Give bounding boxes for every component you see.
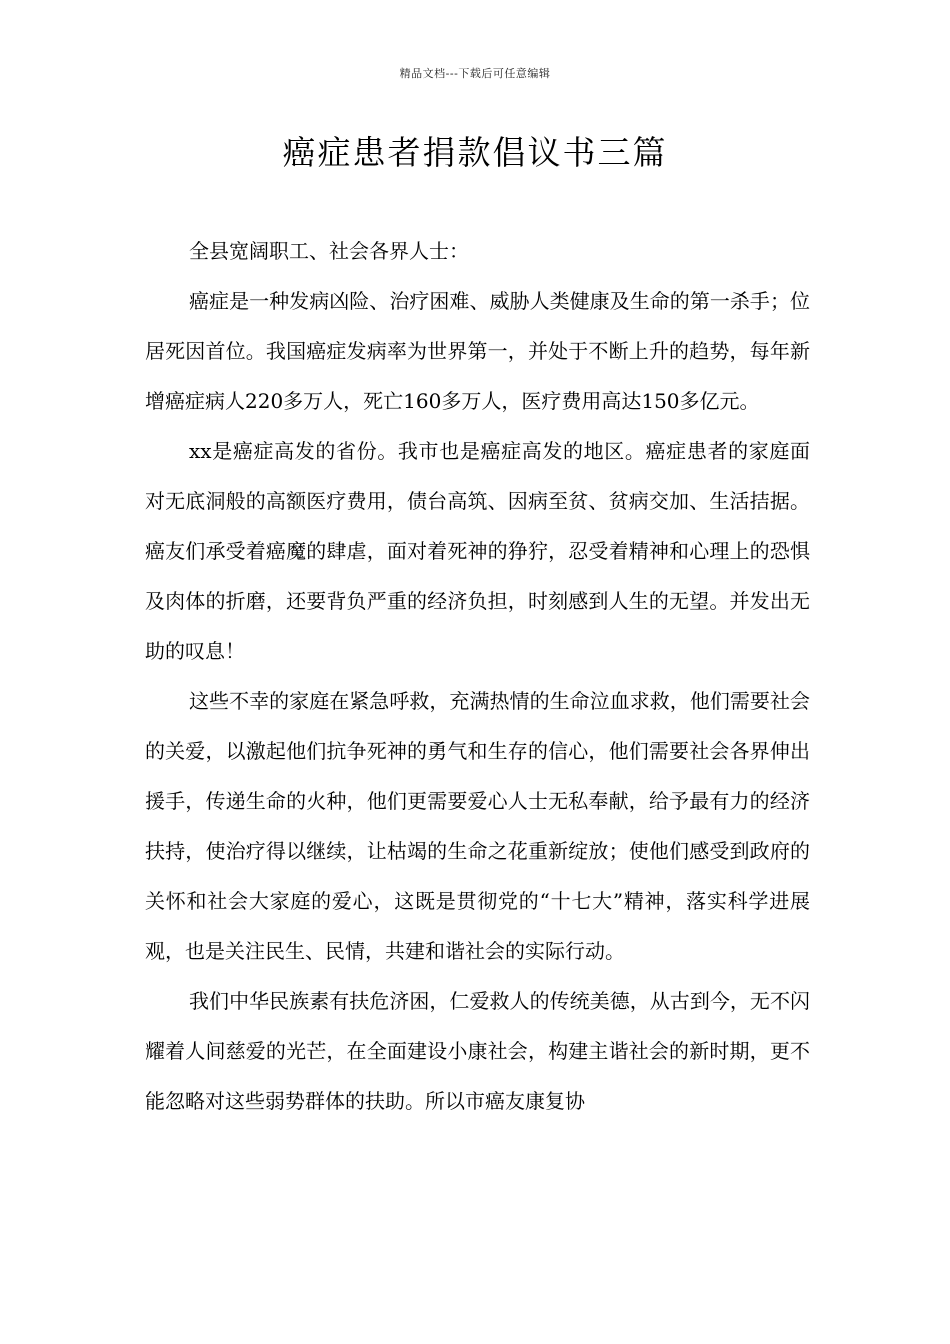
document-body <box>145 226 810 1126</box>
document-title: 癌症患者捐款倡议书三篇 <box>282 133 668 172</box>
page-header: 精品文档---下载后可任意编辑 <box>399 67 551 80</box>
salutation: 全县宽阔职工、社会各界人士： <box>189 239 469 263</box>
paragraph-3: 这些不幸的家庭在紧急呼救，充满热情的生命泣血求救，他们需要社会的关爱，以激起他们抗争死神的勇气和生存的信心，他们需要社会各界伸出援手，传递生命的火种，他们更需要爱心人士无私奉献，给予最有力的经济扶持，使治疗得以继续，让枯竭的生命之花重新绽放；使他们感受到政府的关怀和社会大家庭的爱心，这既是贯彻党的“十七大”精神，落实科学进展观，也是关注民生、民情，共建和谐社会的实际行动。 <box>145 689 810 963</box>
paragraph-2: xx是癌症高发的省份。我市也是癌症高发的地区。癌症患者的家庭面对无底洞般的高额医疗费用，债台高筑、因病至贫、贫病交加、生活拮据。癌友们承受着癌魔的肆虐，面对着死神的狰狞，忍受着精神和心理上的恐惧及肉体的折磨，还要背负严重的经济负担，时刻感到人生的无望。并发出无助的叹息！ <box>145 439 810 663</box>
paragraph-4: 我们中华民族素有扶危济困，仁爱救人的传统美德，从古到今，无不闪耀着人间慈爱的光芒，在全面建设小康社会，构建主谐社会的新时期，更不能忽略对这些弱势群体的扶助。所以市癌友康复协 <box>145 989 810 1113</box>
paragraph-1: 癌症是一种发病凶险、治疗困难、威胁人类健康及生命的第一杀手；位居死因首位。我国癌症发病率为世界第一，并处于不断上升的趋势，每年新增癌症病人220多万人，死亡160多万人，医疗费用高达150多亿元。 <box>145 289 810 413</box>
